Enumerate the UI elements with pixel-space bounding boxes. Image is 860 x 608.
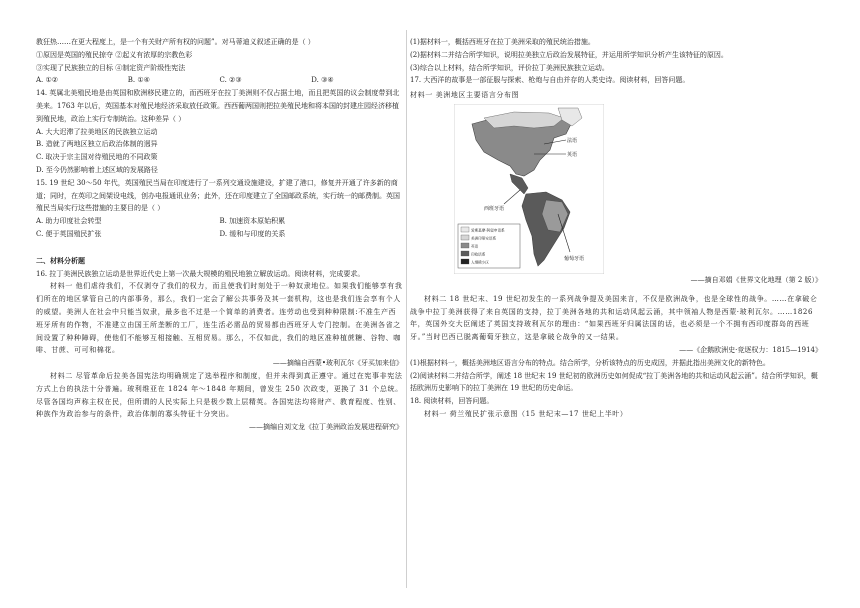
q15-options-row1	[36, 215, 403, 228]
americas-language-map	[454, 104, 604, 274]
q17-material-2-source: ——《企鹅欧洲史·竞逐权力：1815—1914》	[679, 345, 822, 354]
label-french: 法语	[567, 137, 578, 144]
q16-material-1-source: ——摘编自西蒙•玻利瓦尔《牙买加来信》	[272, 359, 403, 368]
q14-option-d[interactable]: D. 至今仍然影响着上述区域的发展路径	[36, 165, 158, 174]
q15-option-d[interactable]: D. 缓和与印度的关系	[219, 229, 286, 238]
q17-req-1: (1)根据材料一，概括美洲地区语言分布的特点。结合所学，分析该特点的历史成因，并据此指出美洲文化的新特色。	[410, 358, 770, 367]
q13-item-2: ③实现了民族独立的目标 ④制定资产阶级性宪法	[36, 63, 186, 72]
q16-req-1: (1)据材料一，概括西班牙在拉丁美洲采取的殖民统治措施。	[410, 38, 595, 46]
q16-material-1: 材料一 他们虐待我们，不仅剥夺了我们的权力，而且使我们时刻处于一种奴隶地位。如果我们能够享有我们所在的地区掌管自己的内部事务，那么，我们一定会了解公共事务及其一套机构，这也是我们连会享有个人的威望。美洲人在社会中只能当奴隶，最多也不过是一个简单的消费者。连劳动也受到种种限制:不准生产西班牙所有的作物，不准建立由国王所垄断的工厂，连生活必需品的贸易都由西班牙人专门控制。在美洲各省之间设置了种种障碍，使他们不能够互相接触、互相贸易。那么，不仅如此，我们的地区准种植蔗糖、谷物、咖啡、甘蔗、可可和棉花。	[36, 282, 403, 355]
label-portuguese: 葡萄牙语	[564, 255, 585, 262]
legend-item-1: 爱斯基摩-阿留申语系	[471, 228, 505, 233]
q15-stem: 15. 19 世纪 30～50 年代，英国殖民当局在印度进行了一系列交通设施建设，扩建了港口，修复并开通了许多新的商道；同时，在英印之间架设电线，创办电报通讯业务；此外，还在印度建立了全国邮政系统，实行统一的邮费制。英国殖民当局实行这些措施的主要目的是（ ）	[36, 178, 400, 213]
label-spanish: 西班牙语	[484, 205, 505, 212]
q17-stem: 17. 大西洋的故事是一部征服与探索、枪炮与自由并存的人类史诗。阅读材料，回答问题。	[410, 76, 690, 85]
q16-material-2: 材料二 尽管革命后拉美各国宪法均明确规定了选举程序和制度，但并未得到真正遵守。通过在宪事非宪法方式上台的执法十分普遍。玻利维亚在 1824 年～1848 年期间，曾发生 250 次政变，更换了 31 个总统。尽管各国均声称主权在民，但所谓的人民实际上只是极少数上层精英。各国宪法均将财产、教育程度、性别、种族作为政治参与的条件，政治体制的寡头特征十分突出。	[36, 371, 403, 419]
q16-material-2-source: ——摘编自刘文龙《拉丁美洲政治发展进程研究》	[249, 423, 403, 432]
q16-req-3: (3)综合以上材料，结合所学知识，评价拉丁美洲民族独立运动。	[410, 63, 609, 72]
q13-item-1: ①原因是英国的殖民掠夺 ②起义有浓厚的宗教色彩	[36, 50, 193, 59]
q18-material-1: 材料一 荷兰殖民扩张示意图（15 世纪末—17 世纪上半叶）	[424, 409, 628, 418]
legend-item-4: 印欧语系	[471, 252, 486, 257]
q13-option-a[interactable]: A. ①②	[36, 76, 59, 85]
q13-tail: 教狂热……在更大程度上，是一个有关财产所有权的问题”。对马蒂迪义叙述正确的是（ ）	[36, 38, 315, 46]
legend-item-2: 美洲印第安语系	[471, 236, 497, 241]
q17-map-caption: 材料一 美洲地区主要语言分布图	[410, 91, 520, 100]
legend-item-3: 英语	[471, 244, 479, 249]
column-divider	[406, 30, 407, 588]
q15-option-b[interactable]: B. 加速资本原始积累	[219, 217, 286, 226]
left-column	[36, 36, 403, 434]
q13-option-b[interactable]: B. ①④	[127, 76, 150, 85]
q15-options-row2	[36, 228, 403, 241]
q14-option-a[interactable]: A. 大大迟滞了拉美地区的民族独立运动	[36, 127, 158, 136]
map-legend	[458, 224, 520, 268]
label-english: 英语	[567, 151, 578, 158]
q13-option-c[interactable]: C. ②③	[219, 76, 242, 85]
q14-option-b[interactable]: B. 造就了两地区独立后政治体制的迥异	[36, 140, 158, 149]
q14-option-c[interactable]: C. 取决于宗主国对待殖民地的不同政策	[36, 153, 158, 162]
section-title: 二、材料分析题	[36, 255, 85, 265]
q17-material-2: 材料二 18 世纪末、19 世纪初发生的一系列战争提及美国来言，不仅是欧洲战争，也是全球性的战争。……在拿破仑战争中拉丁美洲获得了来自英国的支持，拉丁美洲各地的共和运动风起云涌，其中领袖人物是西蒙·玻利瓦尔。……1826 年，英国外交大臣阐述了英国支持玻利瓦尔的理由：“如果西班牙归属法国的话，也必须是一个不拥有西印度群岛的西班牙。”当时巴西已脱离葡萄牙独立，这是拿破仑战争的又一结果。	[410, 294, 818, 342]
right-column	[410, 36, 822, 421]
q13-options	[36, 74, 403, 87]
q16-stem: 16. 拉丁美洲民族独立运动是世界近代史上第一次最大规模的殖民地独立解放运动。阅读材料，完成要求。	[36, 269, 365, 278]
q14-stem: 14. 英属北美殖民地是由英国和欧洲移民建立的，而西班牙在拉丁美洲则不仅占据土地，而且把英国的议会制度带到北美来。1763 年以后，英国基本对殖民地经济采取放任政策。西西葡两国则把拉美殖民地和将本国的封建庄园经济移植到殖民地，政治上实行专制统治。这种差异（ ）	[36, 89, 400, 123]
q18-stem: 18. 阅读材料，回答问题。	[410, 397, 494, 406]
q13-option-d[interactable]: D. ③④	[311, 76, 334, 85]
q17-req-2: (2)阅读材料二并结合所学，阐述 18 世纪末 19 世纪初的欧洲历史如何促成“拉丁美洲各地的共和运动风起云涌”。结合所学知识，概括欧洲历史影响下的拉丁美洲在 19 世纪的历史命运。	[410, 371, 818, 393]
q15-option-c[interactable]: C. 便于英国殖民扩张	[36, 229, 102, 238]
legend-item-5: 人烟稀少区	[471, 260, 489, 265]
q15-option-a[interactable]: A. 助力印度社会转型	[36, 217, 102, 226]
q16-req-2: (2)据材料二并结合所学知识，说明拉美独立后政治发展特征，并运用所学知识分析产生该特征的原因。	[410, 50, 728, 59]
q17-map-source: ——摘自邓娟《世界文化地理（第 2 版）》	[690, 275, 822, 284]
